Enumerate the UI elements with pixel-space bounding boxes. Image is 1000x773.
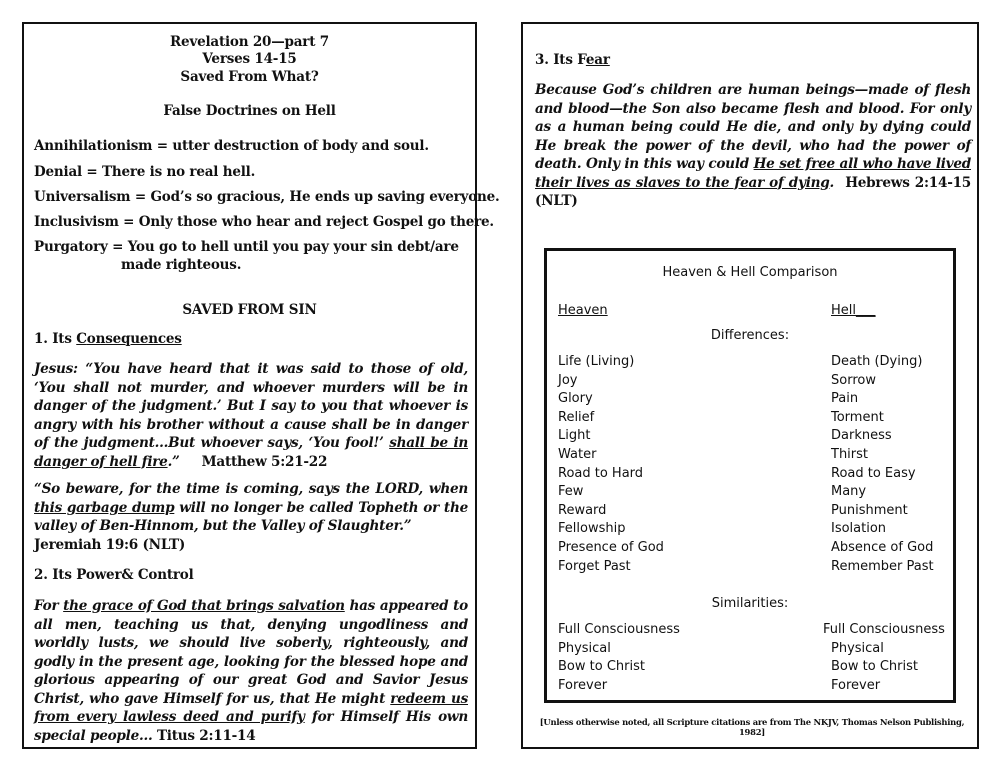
hell-item: Sorrow (831, 372, 876, 388)
titus-reference: Titus 2:11-14 (156, 727, 256, 744)
section-power-control-heading: 2. Its Power& Control (34, 567, 194, 583)
section-fear-heading: 3. Its Fear (535, 52, 610, 68)
hell-item: Road to Easy (831, 465, 916, 481)
hell-item: Pain (831, 391, 859, 407)
differences-label: Differences: (710, 328, 790, 343)
heaven-item: Relief (558, 409, 595, 425)
heaven-item: Few (558, 484, 584, 500)
difference-row (547, 410, 953, 429)
heaven-item: Forget Past (558, 558, 631, 574)
doctrine-denial: Denial = There is no real hell. (34, 164, 256, 180)
difference-row (547, 428, 953, 447)
heaven-item: Fellowship (558, 521, 626, 537)
hell-item: Thirst (831, 447, 869, 462)
difference-row (547, 354, 953, 373)
doctrine-inclusivism: Inclusivism = Only those who hear and reject Gospel go there. (34, 214, 494, 230)
hebrews-quote: Because God’s children are human beings—made of flesh and blood—the Son also became flesh and blood. For only as a human being could He die, and only by dying could He break the power of the devil, who had the power of death. Only in this way could He set free all who have lived their lives as slaves to the fear of dying. Hebrews 2:14-15 (NLT) (535, 82, 971, 209)
title-line-2: Verses 14-15 (202, 51, 297, 67)
matthew-reference: Matthew 5:21-22 (201, 453, 328, 470)
heaven-item: Forever (558, 677, 608, 693)
difference-row (547, 503, 953, 522)
similarity-row (547, 659, 953, 678)
difference-row (547, 484, 953, 503)
hell-item: Remember Past (831, 558, 934, 574)
hell-item: Torment (831, 409, 884, 425)
hell-item: Bow to Christ (831, 659, 918, 675)
difference-row (547, 521, 953, 540)
heaven-item: Full Consciousness (558, 622, 680, 637)
false-doctrines-heading: False Doctrines on Hell (163, 103, 336, 119)
heaven-item: Water (558, 447, 597, 462)
hell-item: Full Consciousness (823, 622, 945, 637)
jeremiah-quote: “So beware, for the time is coming, says the LORD, when this garbage dump will no longer be called Topheth or the valley of Ben-Hinnom, but the Valley of Slaughter.” Jeremiah 19:6 (NLT) (34, 481, 468, 553)
hell-item: Forever (831, 677, 881, 693)
heaven-item: Reward (558, 502, 607, 518)
similarity-row (547, 622, 953, 641)
matthew-quote: Jesus: “You have heard that it was said to those of old, ‘You shall not murder, and whoever murders will be in danger of the judgment.’ But I say to you that whoever is angry with his brother without a cause shall be in danger of the judgment...But whoever says, ‘You fool!’ shall be in danger of hell fire.” Matthew 5:21-22 (34, 361, 468, 470)
difference-row (547, 540, 953, 559)
hell-item: Absence of God (831, 540, 934, 555)
comparison-title: Heaven & Hell Comparison (662, 265, 838, 280)
hell-item: Many (831, 484, 867, 500)
saved-from-sin-heading: SAVED FROM SIN (182, 302, 317, 318)
difference-row (547, 559, 953, 578)
difference-row (547, 373, 953, 392)
heaven-item: Light (558, 428, 591, 444)
similarity-row (547, 641, 953, 660)
heaven-item: Bow to Christ (558, 659, 645, 675)
difference-row (547, 447, 953, 466)
titus-quote: For the grace of God that brings salvation has appeared to all men, teaching us that, denying ungodliness and worldly lusts, we should live soberly, righteously, and godly in the present age, looking for the blessed hope and glorious appearing of our great God and Savior Jesus Christ, who gave Himself for us, that He might redeem us from every lawless deed and purify for Himself His own special people... Titus 2:11-14 (34, 598, 469, 744)
title-line-3: Saved From What? (180, 69, 319, 85)
doctrine-purgatory: Purgatory = You go to hell until you pay your sin debt/are (34, 239, 459, 255)
footnote: [Unless otherwise noted, all Scripture citations are from The NKJV, Thomas Nelson Publishing, 1982] (539, 717, 965, 737)
heaven-item: Glory (558, 391, 593, 407)
similarity-row (547, 678, 953, 697)
hell-item: Physical (831, 640, 884, 656)
heaven-item: Joy (558, 372, 578, 388)
hell-item: Isolation (831, 521, 887, 537)
difference-row (547, 391, 953, 410)
title-line-1: Revelation 20—part 7 (170, 34, 329, 50)
hell-header: Hell___ (831, 303, 876, 318)
left-panel (22, 22, 500, 749)
comparison-box (544, 248, 956, 703)
hell-item: Death (Dying) (831, 354, 923, 369)
hebrews-reference: Hebrews 2:14-15 (NLT) (535, 174, 971, 209)
heaven-item: Road to Hard (558, 465, 644, 481)
jeremiah-reference: Jeremiah 19:6 (NLT) (34, 536, 186, 553)
heaven-item: Presence of God (558, 540, 664, 555)
hell-item: Darkness (831, 428, 892, 444)
heaven-header: Heaven (558, 303, 608, 318)
heaven-item: Physical (558, 640, 611, 656)
doctrine-universalism: Universalism = God’s so gracious, He ends up saving everyone. (34, 189, 500, 205)
doctrine-purgatory-continued: made righteous. (121, 257, 242, 273)
heaven-item: Life (Living) (558, 354, 635, 369)
similarities-label: Similarities: (711, 596, 789, 611)
difference-row (547, 466, 953, 485)
section-consequences-heading: 1. Its Consequences (34, 331, 182, 347)
hell-item: Punishment (831, 502, 908, 518)
doctrine-annihilationism: Annihilationism = utter destruction of body and soul. (34, 138, 429, 154)
